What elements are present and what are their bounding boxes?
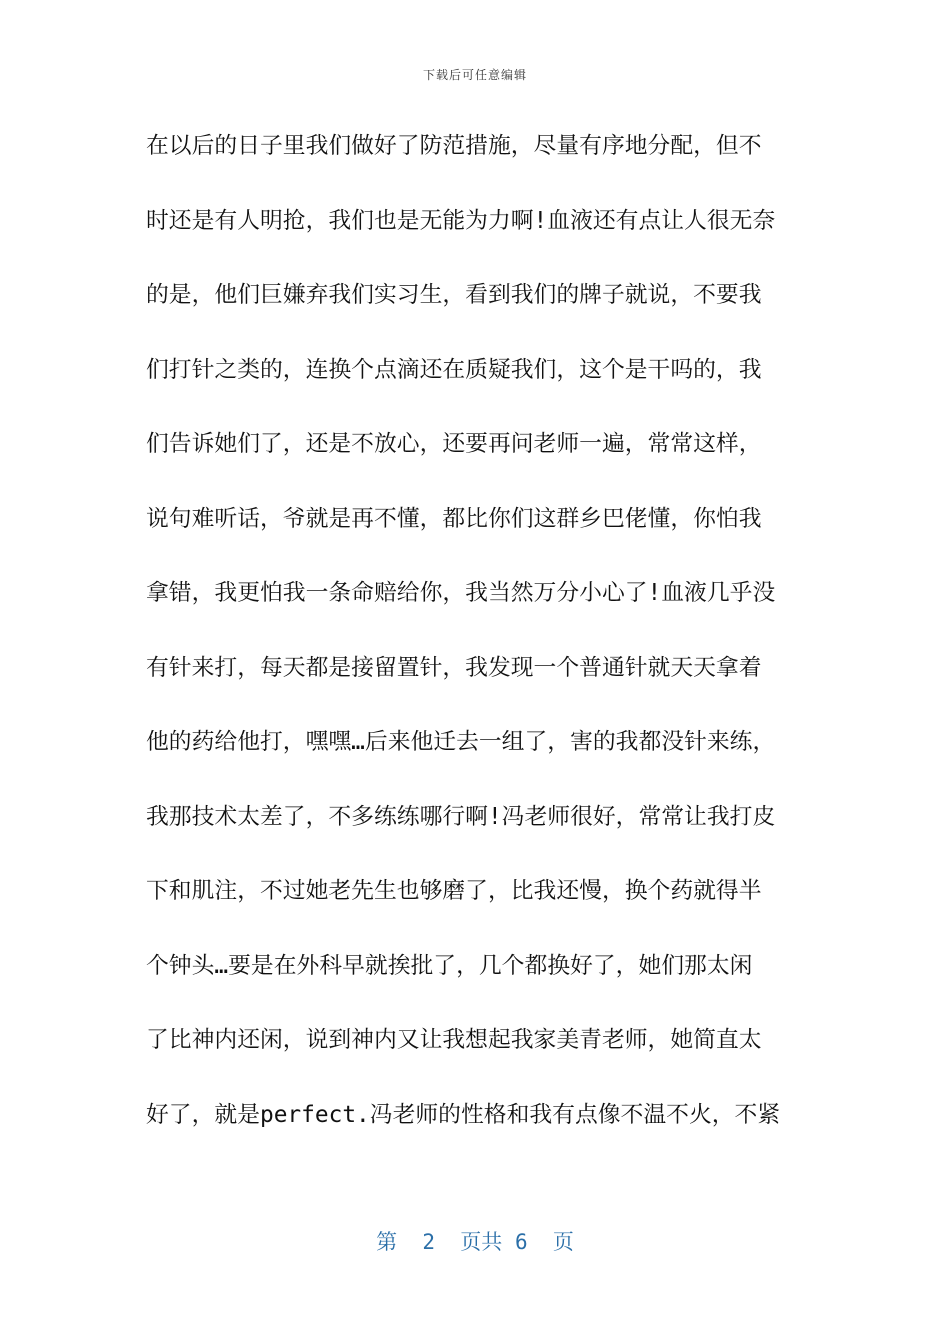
- text-line: 了比神内还闲，说到神内又让我想起我家美青老师，她简直太: [146, 1027, 762, 1053]
- text-line: 们打针之类的，连换个点滴还在质疑我们，这个是干吗的，我: [146, 356, 762, 383]
- text-line: 们告诉她们了，还是不放心，还要再问老师一遍，常常这样，: [146, 431, 762, 457]
- text-line: 在以后的日子里我们做好了防范措施，尽量有序地分配，但不: [146, 133, 762, 159]
- page-header: 下载后可任意编辑: [422, 68, 527, 82]
- text-line: 我那技术太差了，不多练练哪行啊!冯老师很好，常常让我打皮: [146, 803, 776, 830]
- text-line: 拿错，我更怕我一条命赔给你，我当然万分小心了!血液几乎没: [146, 580, 776, 606]
- text-line: 的是，他们巨嫌弃我们实习生，看到我们的牌子就说，不要我: [146, 282, 762, 308]
- text-line: 下和肌注，不过她老先生也够磨了，比我还慢，换个药就得半: [146, 878, 762, 904]
- document-body: [146, 126, 826, 1169]
- text-line: 有针来打，每天都是接留置针，我发现一个普通针就天天拿着: [146, 654, 762, 681]
- text-line: 说句难听话，爷就是再不懂，都比你们这群乡巴佬懂，你怕我: [146, 505, 762, 532]
- page-number-footer: 第 2 页共 6 页: [376, 1230, 574, 1254]
- text-line: 他的药给他打，嘿嘿…后来他迁去一组了，害的我都没针来练，: [146, 729, 776, 755]
- text-line: 个钟头…要是在外科早就挨批了，几个都换好了，她们那太闲: [146, 952, 753, 979]
- text-line: 时还是有人明抢，我们也是无能为力啊!血液还有点让人很无奈: [146, 207, 776, 234]
- text-line: 好了，就是perfect.冯老师的性格和我有点像不温不火，不紧: [146, 1101, 781, 1128]
